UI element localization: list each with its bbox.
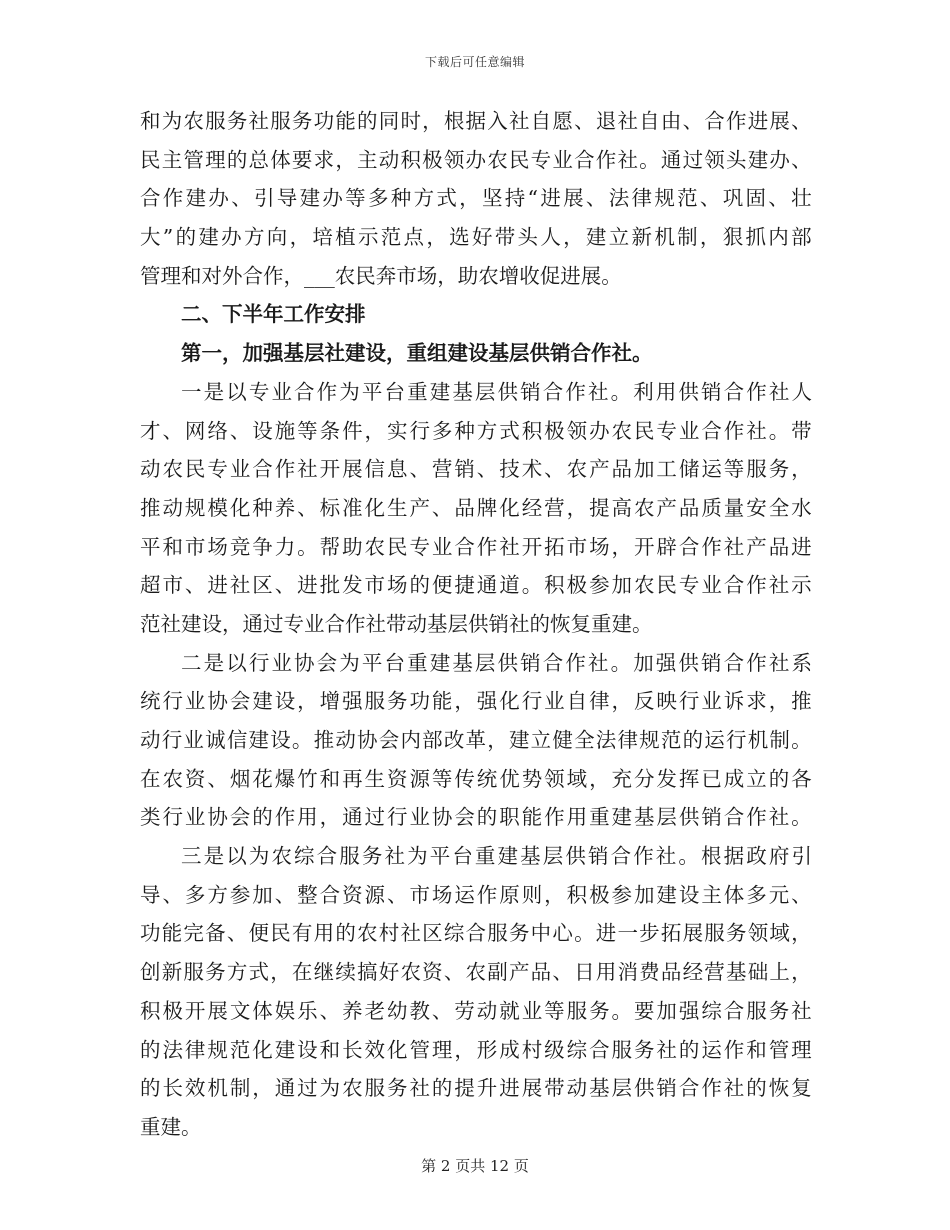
paragraph-line: 导 、 多 方 参 加 、 整 合 资 源 、 市 场 运 作 原 则 ， 积 极 参 加 建 设 主 体 多 元 、 xyxy=(140,882,812,907)
paragraph-line: 的 法 律 规 范 化 建 设 和 长 效 化 管 理 ， 形 成 村 级 综 合 服 务 社 的 运 作 和 管 理 xyxy=(140,1037,812,1062)
paragraph-line: 在 农 资 、 烟 花 爆 竹 和 再 生 资 源 等 传 统 优 势 领 域 ， 充 分 发 挥 已 成 立 的 各 xyxy=(140,766,812,791)
paragraph-line: 积 极 开 展 文 体 娱 乐 、 养 老 幼 教 、 劳 动 就 业 等 服 务 。 要 加 强 综 合 服 务 社 xyxy=(140,998,812,1023)
paragraph-line: 一 是 以 专 业 合 作 为 平 台 重 建 基 层 供 销 合 作 社 。 利 用 供 销 合 作 社 人 xyxy=(181,379,812,404)
paragraph-line: 动 行 业 诚 信 建 设 。 推 动 协 会 内 部 改 革 ， 建 立 健 全 法 律 规 范 的 运 行 机 制 。 xyxy=(140,728,812,752)
paragraph-line: 平 和 市 场 竞 争 力 。 帮 助 农 民 专 业 合 作 社 开 拓 市 场 ， 开 辟 合 作 社 产 品 进 xyxy=(140,534,812,559)
paragraph-line: 合 作 建 办 、 引 导 建 办 等 多 种 方 式 ， 坚 持 “ 进 展 、 法 律 规 范 、 巩 固 、 壮 xyxy=(140,186,812,211)
paragraph-line: 类 行 业 协 会 的 作 用 ， 通 过 行 业 协 会 的 职 能 作 用 重 建 基 层 供 销 合 作 社 。 xyxy=(140,805,812,830)
paragraph-line: 重建。 xyxy=(140,1114,202,1139)
paragraph-line: 民 主 管 理 的 总 体 要 求 ， 主 动 积 极 领 办 农 民 专 业 合 作 社 。 通 过 领 头 建 办 、 xyxy=(140,147,812,172)
paragraph-line: 统 行 业 协 会 建 设 ， 增 强 服 务 功 能 ， 强 化 行 业 自 律 ， 反 映 行 业 诉 求 ， 推 xyxy=(140,689,812,714)
paragraph-line: 超 市 、 进 社 区 、 进 批 发 市 场 的 便 捷 通 道 。 积 极 参 加 农 民 专 业 合 作 社 示 xyxy=(140,573,812,598)
paragraph-line: 功 能 完 备 、 便 民 有 用 的 农 村 社 区 综 合 服 务 中 心 。 进 一 步 拓 展 服 务 领 域 ， xyxy=(140,921,812,946)
paragraph-line: 管理和对外合作，___农民奔市场，助农增收促进展。 xyxy=(140,263,622,288)
heading-line: 第一，加强基层社建设，重组建设基层供销合作社。 xyxy=(181,341,653,366)
paragraph-line: 推 动 规 模 化 种 养 、 标 准 化 生 产 、 品 牌 化 经 营 ， 提 高 农 产 品 质 量 安 全 水 xyxy=(140,495,812,520)
paragraph-line: 和 为 农 服 务 社 服 务 功 能 的 同 时 ， 根 据 入 社 自 愿 、 退 社 自 由 、 合 作 进 展 、 xyxy=(140,109,812,133)
paragraph-line: 大 ” 的 建 办 方 向 ， 培 植 示 范 点 ， 选 好 带 头 人 ， 建 立 新 机 制 ， 狠 抓 内 部 xyxy=(140,225,812,250)
paragraph-line: 范社建设，通过专业合作社带动基层供销社的恢复重建。 xyxy=(140,611,653,636)
page-footer: 第 2 页共 12 页 xyxy=(421,1157,529,1175)
paragraph-line: 的 长 效 机 制 ， 通 过 为 农 服 务 社 的 提 升 进 展 带 动 基 层 供 销 合 作 社 的 恢 复 xyxy=(140,1076,812,1101)
paragraph-line: 动 农 民 专 业 合 作 社 开 展 信 息 、 营 销 、 技 术 、 农 产 品 加 工 储 运 等 服 务 ， xyxy=(140,457,812,482)
paragraph-line: 二 是 以 行 业 协 会 为 平 台 重 建 基 层 供 销 合 作 社 。 加 强 供 销 合 作 社 系 xyxy=(181,650,812,675)
paragraph-line: 三 是 以 为 农 综 合 服 务 社 为 平 台 重 建 基 层 供 销 合 作 社 。 根 据 政 府 引 xyxy=(181,844,812,869)
page-header: 下载后可任意编辑 xyxy=(424,55,525,69)
document-body xyxy=(140,102,812,1147)
paragraph-line: 才 、 网 络 、 设 施 等 条 件 ， 实 行 多 种 方 式 积 极 领 办 农 民 专 业 合 作 社 。 带 xyxy=(140,418,812,443)
paragraph-line: 创 新 服 务 方 式 ， 在 继 续 搞 好 农 资 、 农 副 产 品 、 日 用 消 费 品 经 营 基 础 上 ， xyxy=(140,960,812,985)
heading-line: 二、下半年工作安排 xyxy=(181,302,366,327)
